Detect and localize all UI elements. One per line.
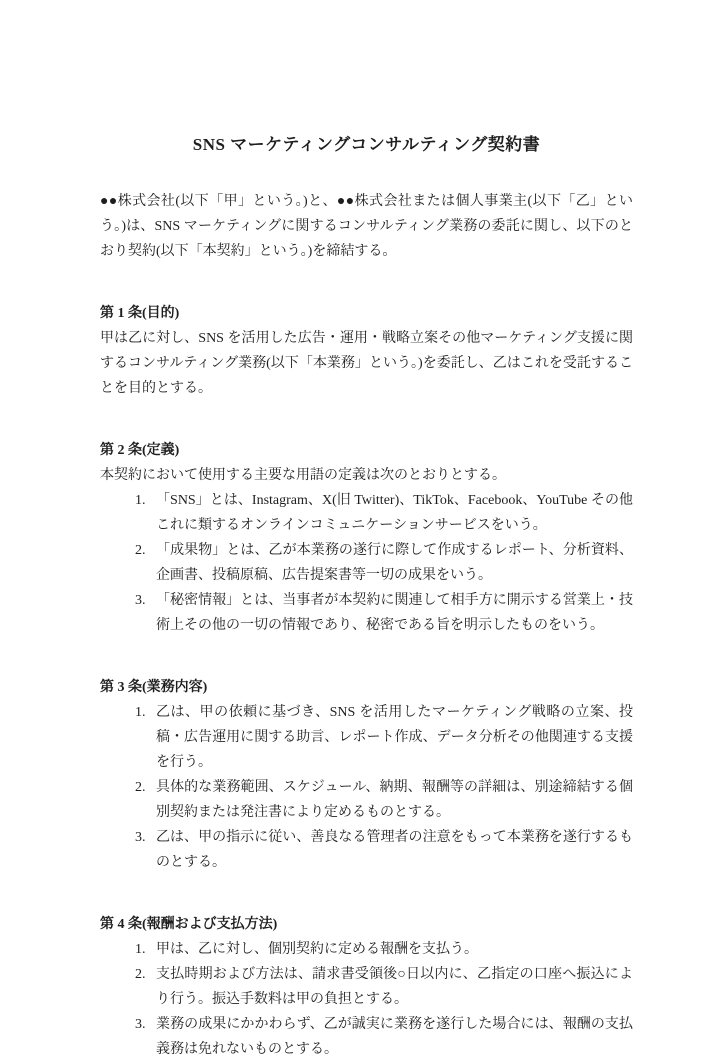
article-1-heading: 第 1 条(目的)	[100, 306, 180, 321]
article-4-heading: 第 4 条(報酬および支払方法)	[100, 917, 278, 932]
article-2-clause-list	[100, 488, 633, 638]
article-3-heading: 第 3 条(業務内容)	[100, 680, 208, 695]
article-2-item-1: 1. 「SNS」とは、Instagram、X(旧 Twitter)、TikTok、Facebook、YouTube その他これに類するオンラインコミュニケーションサービスをいう。	[149, 488, 633, 538]
article-4-item-2: 2. 支払時期および方法は、請求書受領後○日以内に、乙指定の口座へ振込により行う。振込手数料は甲の負担とする。	[149, 962, 633, 1012]
article-4-item-3: 3. 業務の成果にかかわらず、乙が誠実に業務を遂行した場合には、報酬の支払義務は免れないものとする。	[149, 1012, 633, 1062]
article-3-item-3: 3. 乙は、甲の指示に従い、善良なる管理者の注意をもって本業務を遂行するものとする。	[149, 825, 633, 875]
preamble-paragraph: ●●株式会社(以下「甲」という。)と、●●株式会社または個人事業主(以下「乙」という。)は、SNS マーケティングに関するコンサルティング業務の委託に関し、以下のとおり契約(以下「本契約」という。)を締結する。	[100, 194, 633, 259]
article-3-item-2: 2. 具体的な業務範囲、スケジュール、納期、報酬等の詳細は、別途締結する個別契約または発注書により定めるものとする。	[149, 775, 633, 825]
article-2	[100, 438, 633, 638]
article-1-body: 甲は乙に対し、SNS を活用した広告・運用・戦略立案その他マーケティング支援に関するコンサルティング業務(以下「本業務」という。)を委託し、乙はこれを受託することを目的とする。	[100, 331, 633, 396]
article-3-clause-list	[100, 700, 633, 875]
article-1	[100, 301, 633, 401]
article-2-heading: 第 2 条(定義)	[100, 443, 180, 458]
article-3	[100, 675, 633, 875]
article-2-lead: 本契約において使用する主要な用語の定義は次のとおりとする。	[100, 468, 506, 483]
article-2-item-3: 3. 「秘密情報」とは、当事者が本契約に関連して相手方に開示する営業上・技術上その他の一切の情報であり、秘密である旨を明示したものをいう。	[149, 588, 633, 638]
article-2-item-2: 2. 「成果物」とは、乙が本業務の遂行に際して作成するレポート、分析資料、企画書、投稿原稿、広告提案書等一切の成果をいう。	[149, 538, 633, 588]
article-4-item-1: 1. 甲は、乙に対し、個別契約に定める報酬を支払う。	[149, 937, 633, 962]
article-3-item-1: 1. 乙は、甲の依頼に基づき、SNS を活用したマーケティング戦略の立案、投稿・広告運用に関する助言、レポート作成、データ分析その他関連する支援を行う。	[149, 700, 633, 775]
document-title: SNS マーケティングコンサルティング契約書	[192, 135, 541, 154]
article-4-clause-list	[100, 937, 633, 1062]
article-4	[100, 912, 633, 1062]
